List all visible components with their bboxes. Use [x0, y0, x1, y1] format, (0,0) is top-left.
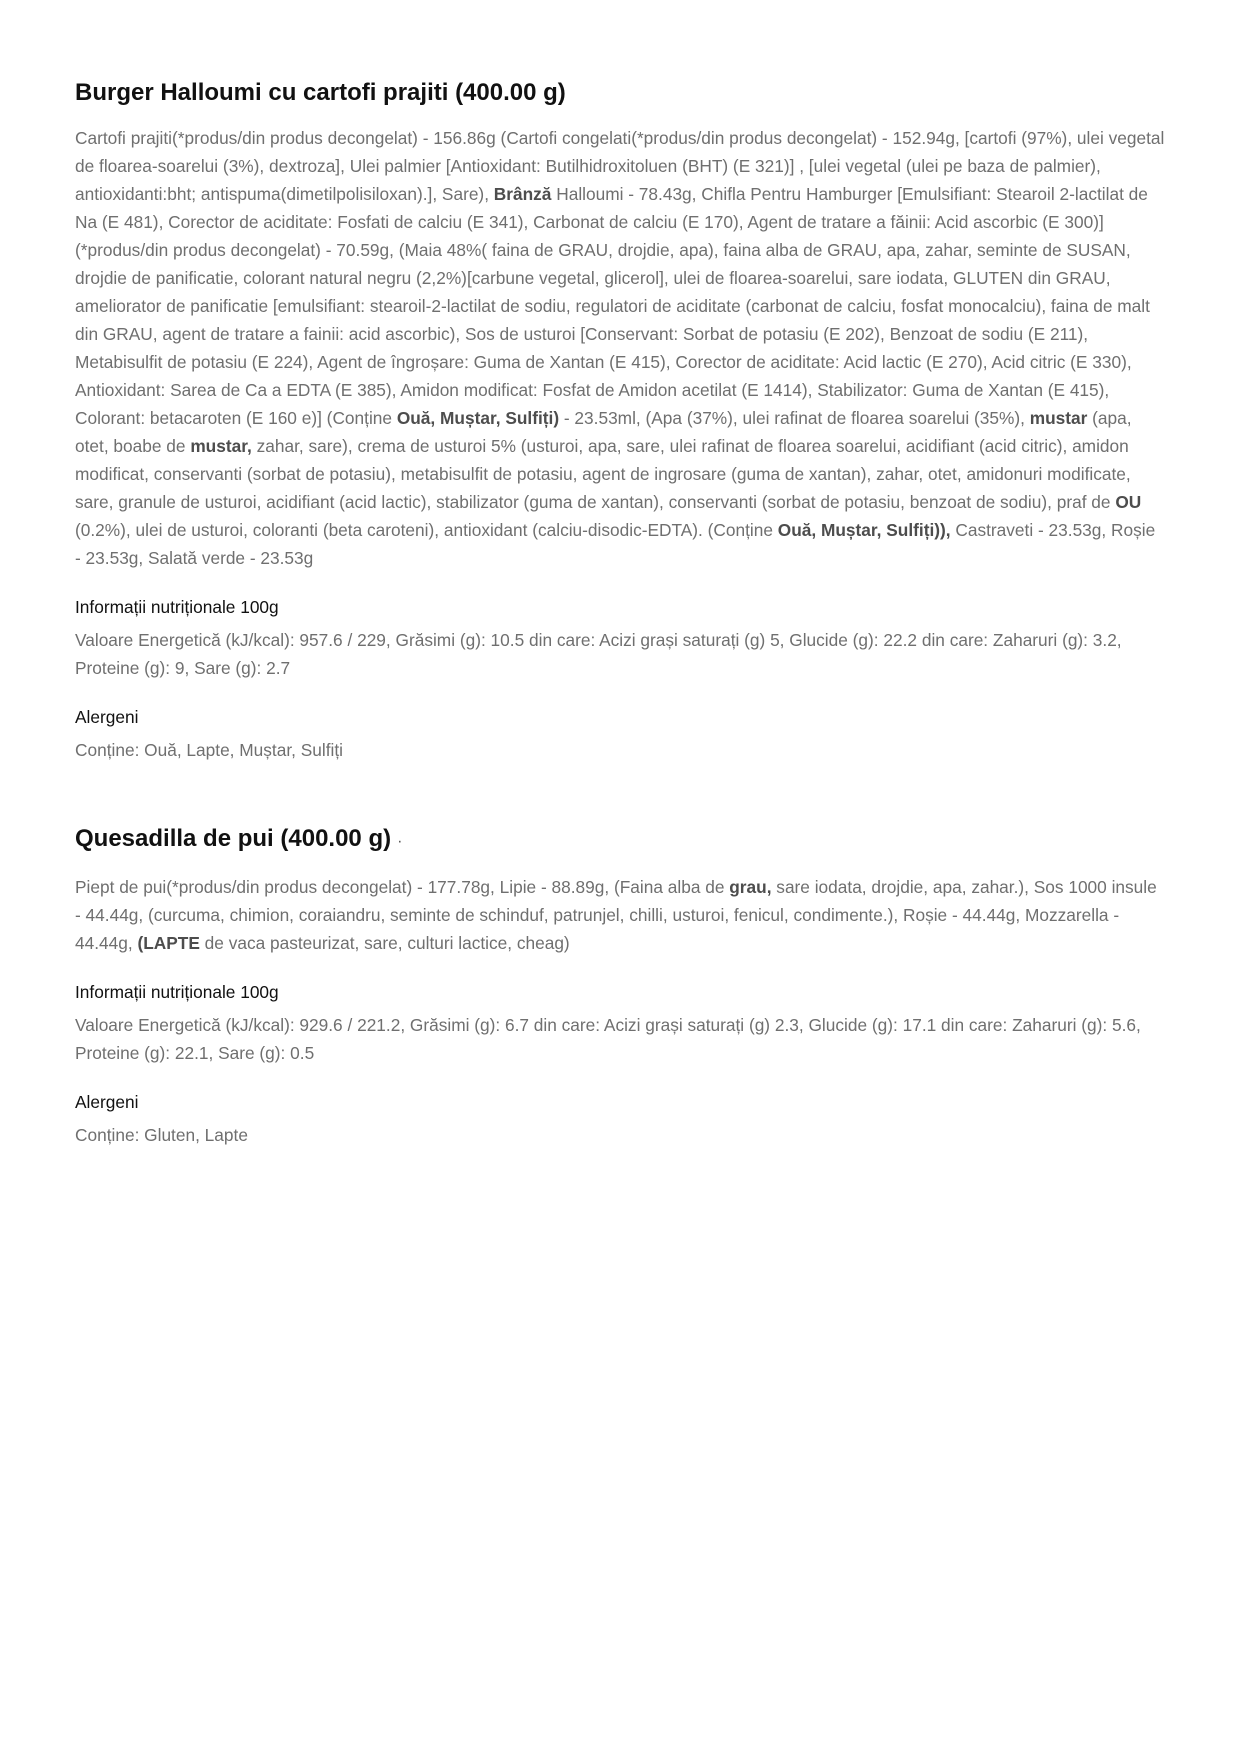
ingredient-segment: Halloumi - 78.43g, Chifla Pentru Hamburger [Emulsifiant: Stearoil 2-lactilat de Na (E 481), Corector de aciditate: Fosfati de calciu (E 341), Carbonat de calciu (E 170), Agent de tratare a făinii: Acid ascorbic (E 300)] (*produs/din produs decongelat) - 70.59g, (Maia 48%( faina de GRAU, drojdie, apa), faina alba de GRAU, apa, zahar, seminte de SUSAN, drojdie de panificatie, colorant natural negru (2,2%)[carbune vegetal, glicerol], ulei de floarea-soarelui, sare iodata, GLUTEN din GRAU, ameliorator de panificatie [emulsifiant: stearoil-2-lactilat de sodiu, regulatori de aciditate (carbonat de calciu, fosfat monocalciu), faina de malt din GRAU, agent de tratare a fainii: acid ascorbic), Sos de usturoi [Conservant: Sorbat de potasiu (E 202), Benzoat de sodiu (E 211), Metabisulfit de potasiu (E 224), Agent de îngroșare: Guma de Xantan (E 415), Corector de aciditate: Acid lactic (E 270), Acid citric (E 330), Antioxidant: Sarea de Ca a EDTA (E 385), Amidon modificat: Fosfat de Amidon acetilat (E 1414), Stabilizator: Guma de Xantan (E 415), Colorant: betacaroten (E 160 e)] (Conține — [75, 184, 1150, 428]
allergen-highlight: Brânză — [493, 184, 552, 204]
product-title — [75, 78, 1165, 108]
product-burger-halloumi — [75, 78, 1165, 764]
allergens-text: Conține: Gluten, Lapte — [75, 1125, 248, 1145]
nutrition-text: Valoare Energetică (kJ/kcal): 957.6 / 229, Grăsimi (g): 10.5 din care: Acizi grași saturați (g) 5, Glucide (g): 22.2 din care: Zaharuri (g): 3.2, Proteine (g): 9, Sare (g): 2.7 — [75, 630, 1122, 678]
product-title-text: Burger Halloumi cu cartofi prajiti (400.00 g) — [75, 79, 566, 106]
ingredient-segment: Cartofi prajiti(*produs/din produs decongelat) - 156.86g (Cartofi congelati(*produs/din produs decongelat) - 152.94g, [cartofi (97%), ulei vegetal de floarea-soarelui (3%), dextroza], Ulei palmier [Antioxidant: Butilhidroxitoluen (BHT) (E 321)] , [ulei vegetal (ulei pe baza de palmier), antioxidanti:bht; antispuma(dimetilpolisiloxan).], Sare), — [75, 128, 1165, 204]
ingredient-segment: sare iodata, drojdie, apa, zahar.), Sos 1000 insule - 44.44g, (curcuma, chimion, coraiandru, seminte de schinduf, patrunjel, chilli, usturoi, fenicul, condimente.), Roșie - 44.44g, Mozzarella - 44.44g, — [75, 877, 1157, 953]
allergen-highlight: (LAPTE — [137, 933, 200, 953]
allergen-highlight: Ouă, Muștar, Sulfiți)), — [777, 520, 951, 540]
ingredient-segment: Castraveti - 23.53g, Roșie - 23.53g, Salată verde - 23.53g — [75, 520, 1156, 568]
product-quesadilla-pui — [75, 824, 1165, 1149]
ingredients-text — [75, 873, 1165, 957]
allergen-highlight: mustar, — [190, 436, 252, 456]
nutrition-text: Valoare Energetică (kJ/kcal): 929.6 / 221.2, Grăsimi (g): 6.7 din care: Acizi grași saturați (g) 2.3, Glucide (g): 17.1 din care: Zaharuri (g): 5.6, Proteine (g): 22.1, Sare (g): 0.5 — [75, 1015, 1141, 1063]
allergens-label: Alergeni — [75, 707, 139, 727]
allergen-highlight: grau, — [729, 877, 772, 897]
product-title — [75, 824, 1165, 857]
product-sheet — [75, 78, 1165, 1149]
product-title-text: Quesadilla de pui (400.00 g) — [75, 825, 392, 852]
allergen-highlight: Ouă, Muștar, Sulfiți) — [396, 408, 560, 428]
ingredient-segment: - 23.53ml, (Apa (37%), ulei rafinat de floarea soarelui (35%), — [559, 408, 1030, 428]
allergens-label: Alergeni — [75, 1092, 139, 1112]
nutrition-label: Informații nutriționale 100g — [75, 597, 279, 617]
ingredient-segment: (0.2%), ulei de usturoi, coloranti (beta caroteni), antioxidant (calciu-disodic-EDTA). (Conține — [75, 520, 778, 540]
allergens-text: Conține: Ouă, Lapte, Muștar, Sulfiți — [75, 740, 344, 760]
ingredient-segment: de vaca pasteurizat, sare, culturi lactice, cheag) — [199, 933, 570, 953]
ingredient-segment: Piept de pui(*produs/din produs decongelat) - 177.78g, Lipie - 88.89g, (Faina alba de — [75, 877, 730, 897]
ingredient-segment: (apa, otet, boabe de — [75, 408, 1132, 456]
ingredients-text — [75, 124, 1165, 572]
title-dot: · — [397, 833, 403, 850]
ingredient-segment: zahar, sare), crema de usturoi 5% (usturoi, apa, sare, ulei rafinat de floarea soarelui, acidifiant (acid citric), amidon modificat, conservanti (sorbat de potasiu), metabisulfit de potasiu, agent de ingrosare (guma de xantan), zahar, otet, amidonuri modificate, sare, granule de usturoi, acidifiant (acid lactic), stabilizator (guma de xantan), conservanti (sorbat de potasiu, benzoat de sodiu), praf de — [75, 436, 1131, 512]
nutrition-label: Informații nutriționale 100g — [75, 982, 279, 1002]
allergen-highlight: OU — [1115, 492, 1142, 512]
allergen-highlight: mustar — [1029, 408, 1088, 428]
